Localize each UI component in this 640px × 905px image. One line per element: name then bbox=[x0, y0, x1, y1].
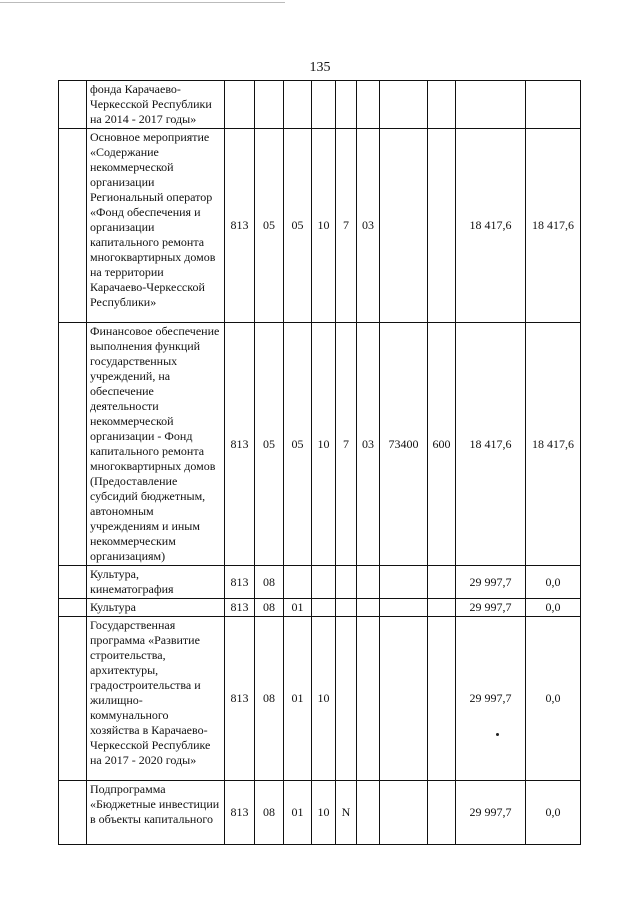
row-name: фонда Карачаево-Черкесской Республики на 2014 - 2017 годы» bbox=[87, 81, 225, 129]
number-cell bbox=[59, 566, 87, 599]
code-cell bbox=[428, 566, 456, 599]
table-row bbox=[59, 599, 581, 617]
code-cell: 10 bbox=[312, 323, 336, 566]
code-cell: 05 bbox=[284, 129, 312, 323]
code-cell: 10 bbox=[312, 129, 336, 323]
code-cell: 813 bbox=[225, 323, 255, 566]
code-cell: N bbox=[336, 781, 357, 845]
table-row bbox=[59, 617, 581, 781]
code-cell bbox=[336, 566, 357, 599]
code-cell: 01 bbox=[284, 617, 312, 781]
code-cell bbox=[357, 566, 380, 599]
sum-cell: 0,0 bbox=[526, 599, 581, 617]
code-cell: 08 bbox=[255, 566, 284, 599]
number-cell bbox=[59, 617, 87, 781]
row-name: Подпрограмма «Бюджетные инвестиции в объекты капитального bbox=[87, 781, 225, 845]
code-cell: 10 bbox=[312, 617, 336, 781]
code-cell bbox=[357, 81, 380, 129]
scan-speck bbox=[496, 733, 499, 736]
code-cell: 05 bbox=[255, 323, 284, 566]
code-cell: 08 bbox=[255, 599, 284, 617]
sum-cell: 18 417,6 bbox=[526, 129, 581, 323]
code-cell bbox=[312, 81, 336, 129]
code-cell bbox=[428, 81, 456, 129]
code-cell: 73400 bbox=[380, 323, 428, 566]
code-cell bbox=[380, 781, 428, 845]
budget-table bbox=[58, 80, 581, 845]
row-name: Государственная программа «Развитие строительства, архитектуры, градостроительства и жилищно-коммунального хозяйства в Карачаево-Черкесской Республике на 2017 - 2020 годы» bbox=[87, 617, 225, 781]
page-number: 135 bbox=[309, 60, 331, 75]
code-cell: 05 bbox=[284, 323, 312, 566]
code-cell bbox=[225, 81, 255, 129]
code-cell: 03 bbox=[357, 323, 380, 566]
code-cell: 813 bbox=[225, 781, 255, 845]
sum-cell: 18 417,6 bbox=[456, 129, 526, 323]
row-name: Культура bbox=[87, 599, 225, 617]
code-cell bbox=[336, 599, 357, 617]
sum-cell bbox=[526, 81, 581, 129]
row-name: Основное мероприятие «Содержание некоммерческой организации Региональный оператор «Фонд обеспечения и организации капитального ремонта многоквартирных домов на территории Карачаево-Черкесской Республики» bbox=[87, 129, 225, 323]
number-cell bbox=[59, 323, 87, 566]
number-cell bbox=[59, 781, 87, 845]
code-cell bbox=[380, 599, 428, 617]
code-cell: 08 bbox=[255, 617, 284, 781]
row-name: Финансовое обеспечение выполнения функций государственных учреждений, на обеспечение деятельности некоммерческой организации - Фонд капитального ремонта многоквартирных домов (Предоставление субсидий бюджетным, автономным учреждениям и иным некоммерческим организациям) bbox=[87, 323, 225, 566]
code-cell bbox=[336, 617, 357, 781]
sum-cell: 0,0 bbox=[526, 566, 581, 599]
code-cell bbox=[336, 81, 357, 129]
sum-cell: 29 997,7 bbox=[456, 566, 526, 599]
code-cell: 813 bbox=[225, 129, 255, 323]
code-cell bbox=[428, 617, 456, 781]
code-cell bbox=[380, 566, 428, 599]
code-cell: 01 bbox=[284, 599, 312, 617]
table-row bbox=[59, 781, 581, 845]
code-cell bbox=[380, 129, 428, 323]
code-cell: 03 bbox=[357, 129, 380, 323]
code-cell: 813 bbox=[225, 617, 255, 781]
code-cell: 813 bbox=[225, 566, 255, 599]
code-cell bbox=[428, 129, 456, 323]
code-cell bbox=[380, 81, 428, 129]
sum-cell: 29 997,7 bbox=[456, 781, 526, 845]
code-cell bbox=[357, 781, 380, 845]
table-row bbox=[59, 323, 581, 566]
sum-cell: 0,0 bbox=[526, 781, 581, 845]
code-cell: 813 bbox=[225, 599, 255, 617]
code-cell bbox=[428, 781, 456, 845]
code-cell: 01 bbox=[284, 781, 312, 845]
code-cell: 7 bbox=[336, 323, 357, 566]
code-cell bbox=[284, 566, 312, 599]
number-cell bbox=[59, 599, 87, 617]
sum-cell: 29 997,7 bbox=[456, 599, 526, 617]
code-cell: 600 bbox=[428, 323, 456, 566]
row-name: Культура, кинематография bbox=[87, 566, 225, 599]
table-row bbox=[59, 81, 581, 129]
code-cell: 08 bbox=[255, 781, 284, 845]
top-rule bbox=[0, 2, 285, 3]
number-cell bbox=[59, 129, 87, 323]
code-cell: 10 bbox=[312, 781, 336, 845]
code-cell bbox=[284, 81, 312, 129]
code-cell bbox=[357, 599, 380, 617]
table-row bbox=[59, 566, 581, 599]
code-cell bbox=[380, 617, 428, 781]
table-row bbox=[59, 129, 581, 323]
code-cell bbox=[428, 599, 456, 617]
sum-cell: 18 417,6 bbox=[456, 323, 526, 566]
code-cell bbox=[357, 617, 380, 781]
code-cell: 7 bbox=[336, 129, 357, 323]
sum-cell: 18 417,6 bbox=[526, 323, 581, 566]
sum-cell: 0,0 bbox=[526, 617, 581, 781]
sum-cell bbox=[456, 81, 526, 129]
code-cell bbox=[255, 81, 284, 129]
number-cell bbox=[59, 81, 87, 129]
code-cell bbox=[312, 566, 336, 599]
code-cell bbox=[312, 599, 336, 617]
code-cell: 05 bbox=[255, 129, 284, 323]
sum-cell: 29 997,7 bbox=[456, 617, 526, 781]
